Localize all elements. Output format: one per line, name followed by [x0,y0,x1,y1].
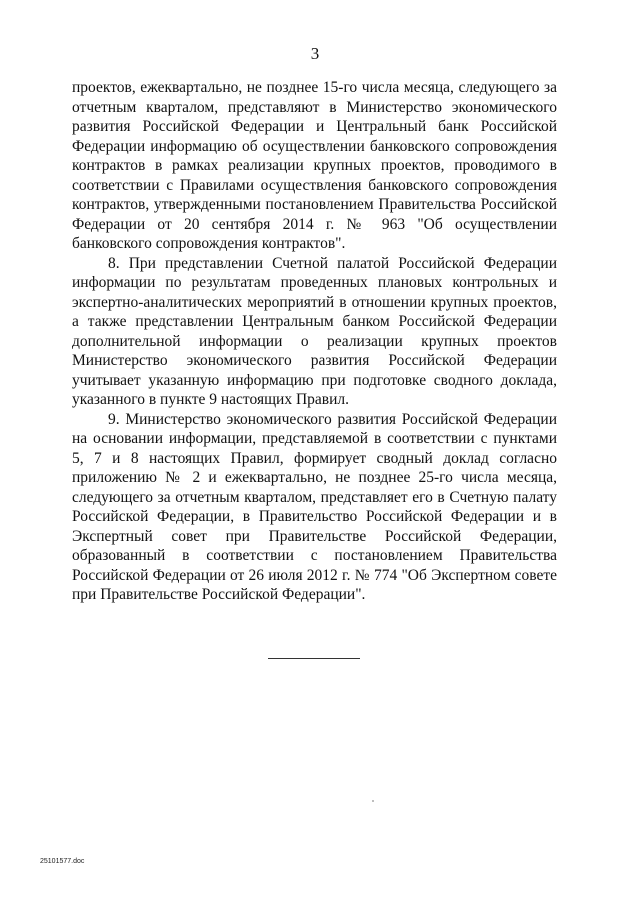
paragraph-item-9: 9. Министерство экономического развития Российской Федерации на основании информации, представляемой в соответствии с пунктами 5, 7 и 8 настоящих Правил, формирует сводный доклад согласно приложению № 2 и ежеквартально, не позднее 25-го числа месяца, следующего за отчетным кварталом, представляет его в Счетную палату Российской Федерации, в Правительство Российской Федерации и в Экспертный совет при Правительстве Российской Федерации, образованный в соответствии с постановлением Правительства Российской Федерации от 26 июля 2012 г. № 774 "Об Экспертном совете при Правительстве Российской Федерации". [72,410,557,603]
document-body [72,78,557,605]
scan-speck [372,800,374,802]
page-number: 3 [310,44,320,63]
end-of-document-rule [268,658,360,659]
paragraph-continuation: проектов, ежеквартально, не позднее 15-го числа месяца, следующего за отчетным кварталом, представляют в Министерство экономического развития Российской Федерации и Центральный банк Российской Федерации информацию об осуществлении банковского сопровождения контрактов в рамках реализации крупных проектов, проводимого в соответствии с Правилами осуществления банковского сопровождения контрактов, утвержденными постановлением Правительства Российской Федерации от 20 сентября 2014 г. № 963 "Об осуществлении банковского сопровождения контрактов". [72,79,557,252]
file-reference: 25101577.doc [40,858,85,865]
paragraph-item-8: 8. При представлении Счетной палатой Российской Федерации информации по результатам проведенных плановых контрольных и экспертно-аналитических мероприятий в отношении крупных проектов, а также представлении Центральным банком Российской Федерации дополнительной информации о реализации крупных проектов Министерство экономического развития Российской Федерации учитывает указанную информацию при подготовке сводного доклада, указанного в пункте 9 настоящих Правил. [72,254,557,408]
